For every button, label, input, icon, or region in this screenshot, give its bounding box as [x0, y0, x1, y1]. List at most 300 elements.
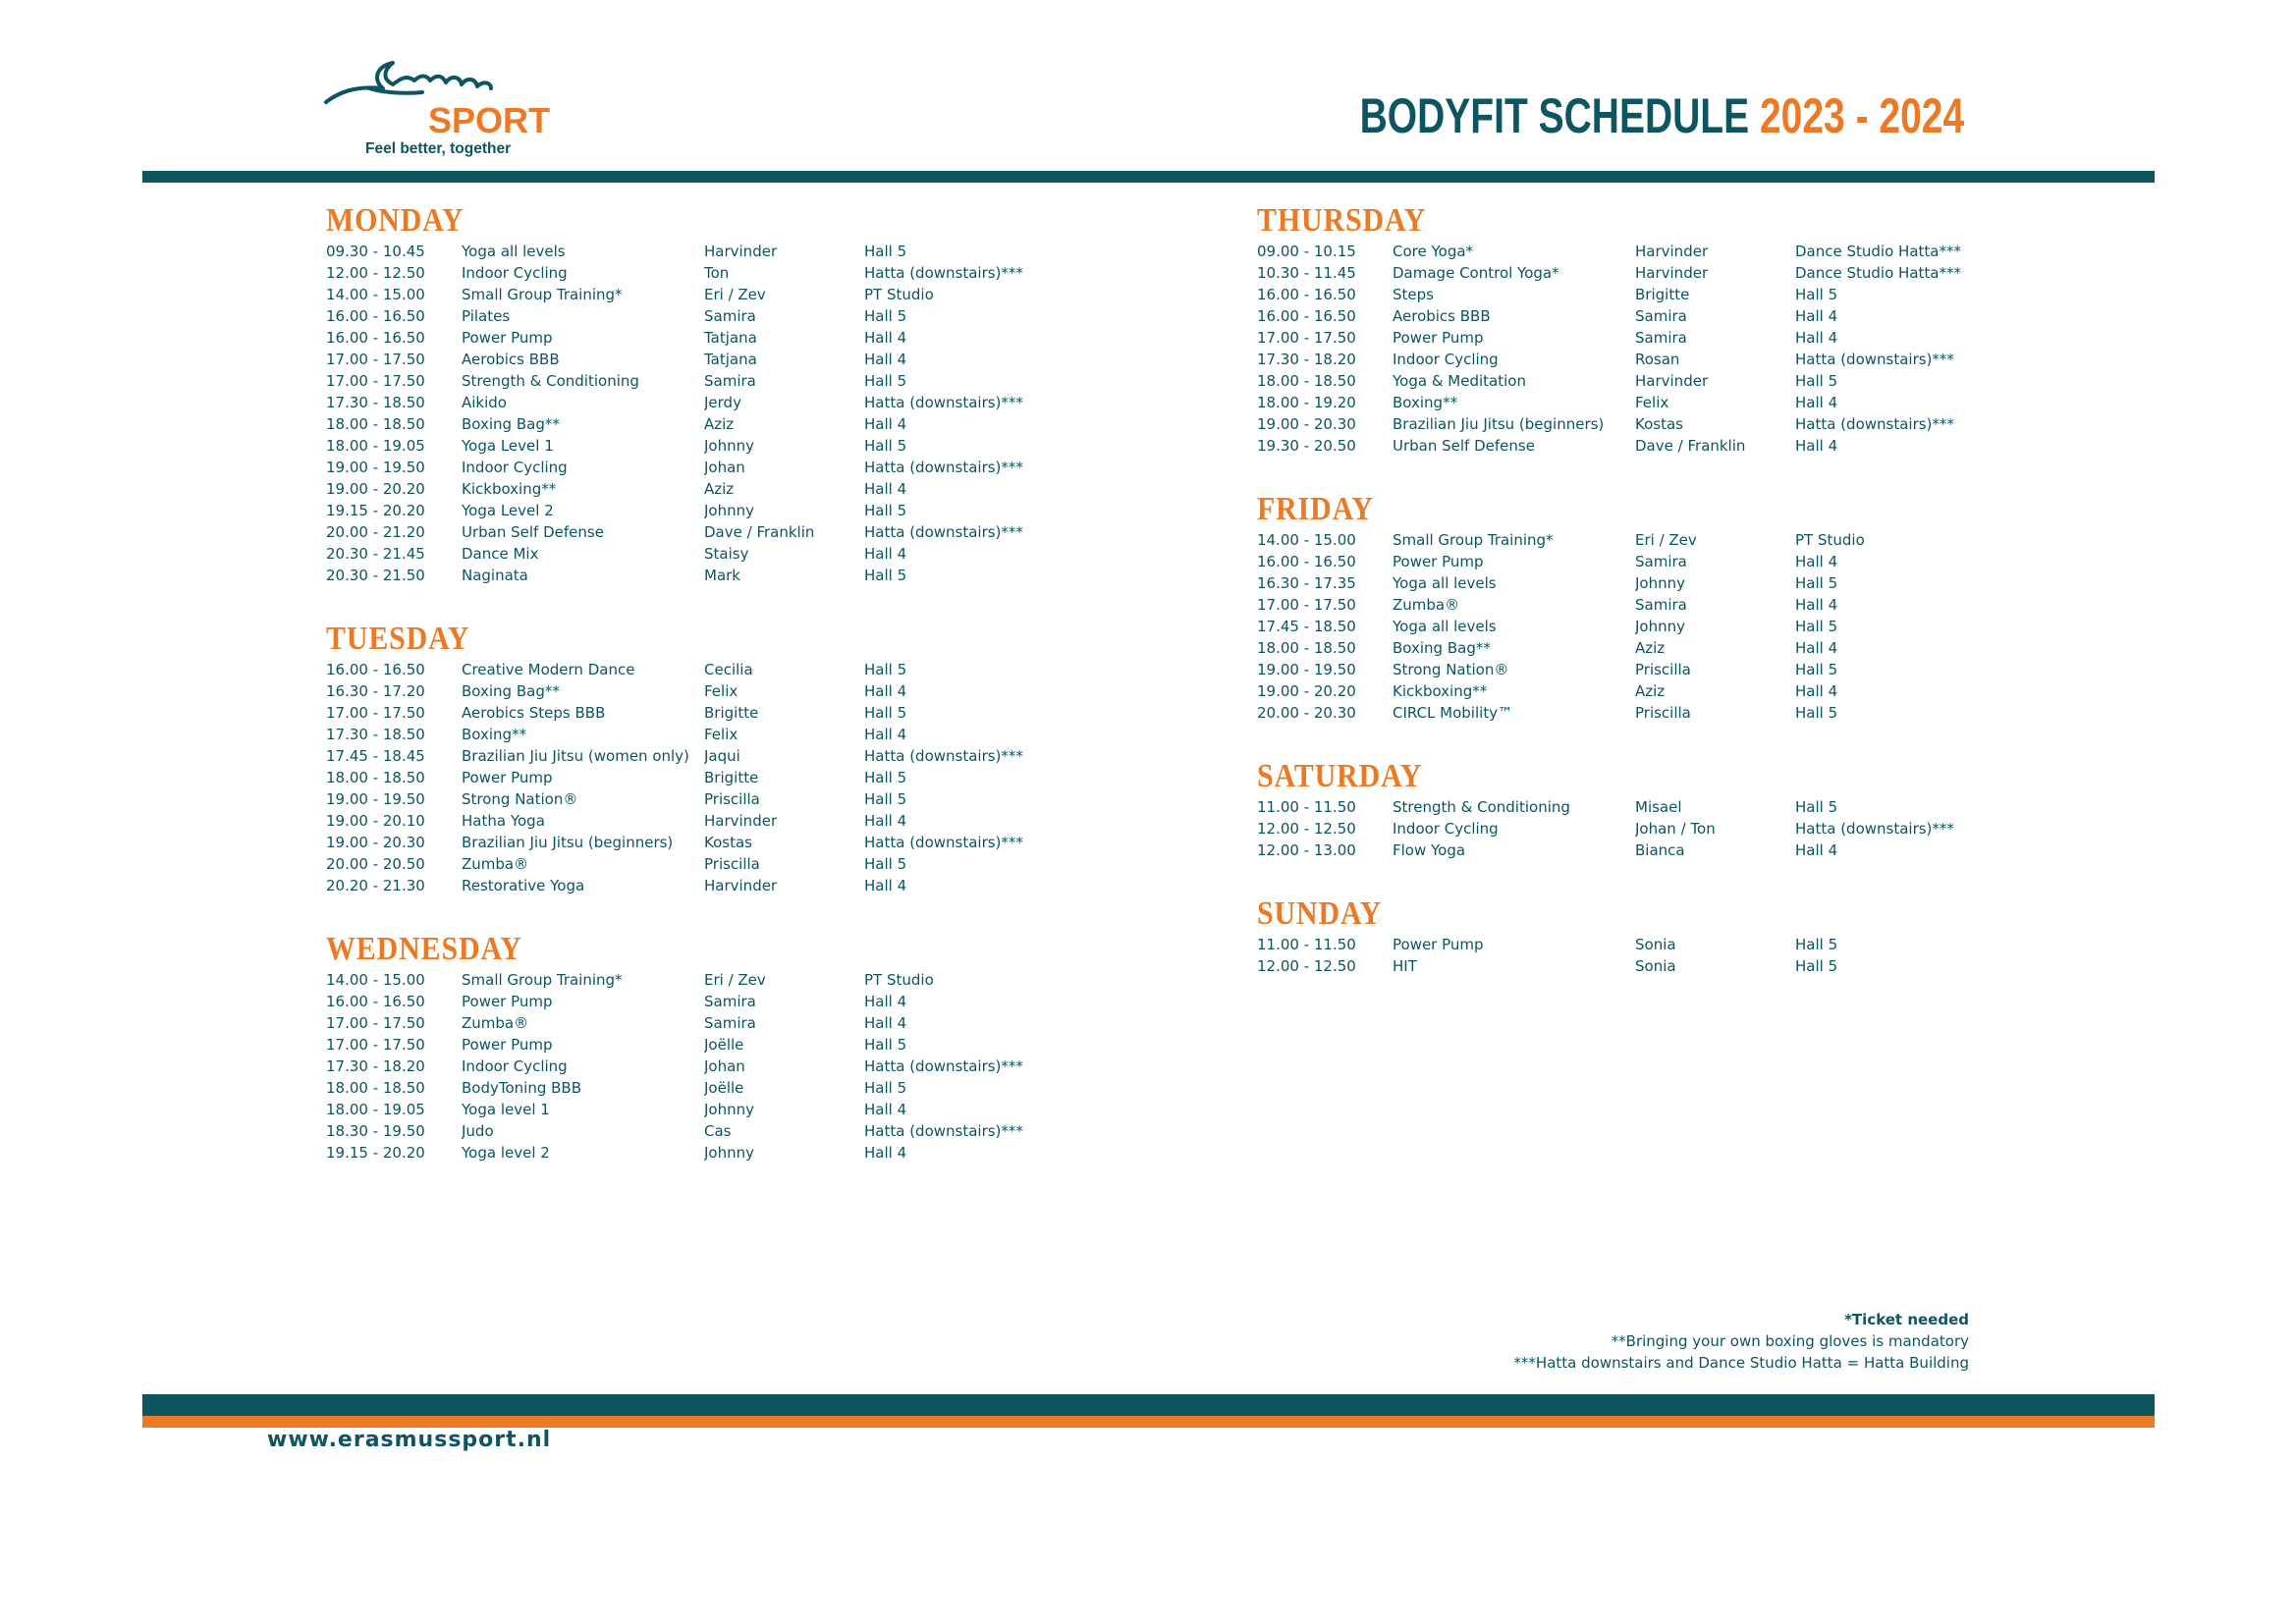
class-teacher: Mark	[704, 567, 740, 584]
class-time: 14.00 - 15.00	[326, 286, 425, 303]
class-teacher: Harvinder	[704, 812, 778, 830]
class-time: 19.00 - 20.30	[1257, 415, 1356, 433]
erasmus-sport-logo	[324, 59, 550, 162]
class-teacher: Brigitte	[704, 769, 759, 786]
class-teacher: Johnny	[704, 502, 754, 519]
class-room: Hall 4	[1795, 437, 1838, 455]
page-title	[1359, 86, 1964, 145]
class-time: 16.00 - 16.50	[326, 329, 425, 347]
class-teacher: Harvinder	[1635, 372, 1709, 390]
class-room: Hall 5	[1795, 936, 1838, 953]
class-room: Hall 5	[1795, 574, 1838, 592]
class-room: Hall 5	[864, 855, 907, 873]
class-room: PT Studio	[864, 286, 934, 303]
class-name: Dance Mix	[462, 545, 539, 563]
class-time: 16.00 - 16.50	[326, 307, 425, 325]
class-teacher: Felix	[1635, 394, 1669, 411]
class-room: Hatta (downstairs)***	[864, 523, 1023, 541]
schedule-row	[326, 991, 1061, 1012]
class-room: Hall 5	[864, 307, 907, 325]
class-name: Yoga level 2	[462, 1144, 550, 1162]
class-teacher: Johnny	[704, 437, 754, 455]
class-teacher: Brigitte	[1635, 286, 1690, 303]
class-room: Hall 4	[864, 726, 907, 743]
class-teacher: Brigitte	[704, 704, 759, 722]
class-time: 19.00 - 20.20	[1257, 682, 1356, 700]
class-name: Boxing**	[1393, 394, 1458, 411]
schedule-row	[1257, 616, 1992, 637]
class-room: Hall 4	[1795, 639, 1838, 657]
schedule-row	[1257, 818, 1992, 839]
class-teacher: Cas	[704, 1122, 732, 1140]
footer-divider-teal	[142, 1394, 2155, 1416]
class-name: Indoor Cycling	[1393, 820, 1499, 838]
class-room: Hall 4	[864, 1014, 907, 1032]
schedule-row	[1257, 934, 1992, 955]
class-time: 19.00 - 20.20	[326, 480, 425, 498]
class-room: Hall 4	[864, 812, 907, 830]
class-time: 16.00 - 16.50	[1257, 307, 1356, 325]
schedule-row	[1257, 572, 1992, 594]
class-name: HIT	[1393, 957, 1417, 975]
class-room: Hatta (downstairs)***	[1795, 415, 1954, 433]
schedule-row	[1257, 702, 1992, 724]
class-room: Hall 5	[1795, 798, 1838, 816]
class-name: Power Pump	[1393, 329, 1484, 347]
schedule-row	[326, 810, 1061, 832]
class-time: 09.30 - 10.45	[326, 243, 425, 260]
schedule-row	[326, 1120, 1061, 1142]
class-room: Hall 5	[1795, 704, 1838, 722]
class-time: 18.00 - 18.50	[326, 1079, 425, 1097]
class-teacher: Sonia	[1635, 957, 1676, 975]
schedule-row	[1257, 594, 1992, 616]
class-time: 20.00 - 20.30	[1257, 704, 1356, 722]
class-time: 12.00 - 12.50	[326, 264, 425, 282]
schedule-row	[326, 305, 1061, 327]
class-teacher: Eri / Zev	[704, 286, 766, 303]
day-block-friday	[1257, 490, 1992, 724]
class-name: Kickboxing**	[1393, 682, 1488, 700]
footer-divider-orange	[142, 1416, 2155, 1428]
class-teacher: Johnny	[1635, 618, 1685, 635]
schedule-row	[1257, 349, 1992, 370]
class-room: Hall 5	[864, 567, 907, 584]
day-heading-friday: FRIDAY	[1257, 491, 1374, 527]
class-name: Naginata	[462, 567, 528, 584]
class-room: Hall 4	[864, 545, 907, 563]
schedule-row	[1257, 284, 1992, 305]
schedule-row	[326, 370, 1061, 392]
class-name: Yoga Level 2	[462, 502, 554, 519]
schedule-rows	[1257, 241, 1992, 457]
schedule-row	[1257, 839, 1992, 861]
class-teacher: Kostas	[1635, 415, 1683, 433]
footnotes	[1513, 1309, 1969, 1374]
class-room: Hall 4	[1795, 553, 1838, 570]
class-time: 10.30 - 11.45	[1257, 264, 1356, 282]
class-name: Damage Control Yoga*	[1393, 264, 1559, 282]
class-room: Hall 5	[1795, 661, 1838, 678]
class-room: Hatta (downstairs)***	[864, 459, 1023, 476]
class-teacher: Samira	[1635, 307, 1687, 325]
schedule-row	[326, 327, 1061, 349]
class-name: Small Group Training*	[1393, 531, 1554, 549]
class-teacher: Jaqui	[704, 747, 740, 765]
schedule-row	[1257, 955, 1992, 977]
class-room: Hall 4	[1795, 307, 1838, 325]
day-heading-wednesday: WEDNESDAY	[326, 931, 522, 967]
class-name: Flow Yoga	[1393, 841, 1466, 859]
schedule-row	[326, 1034, 1061, 1056]
class-room: Dance Studio Hatta***	[1795, 264, 1961, 282]
day-heading-saturday: SATURDAY	[1257, 758, 1423, 794]
schedule-row	[326, 659, 1061, 680]
class-time: 19.15 - 20.20	[326, 1144, 425, 1162]
class-time: 19.30 - 20.50	[1257, 437, 1356, 455]
class-teacher: Johnny	[704, 1144, 754, 1162]
schedule-row	[326, 262, 1061, 284]
schedule-row	[326, 543, 1061, 565]
class-name: Indoor Cycling	[462, 459, 568, 476]
class-name: Zumba®	[462, 855, 529, 873]
class-name: Urban Self Defense	[462, 523, 604, 541]
class-teacher: Aziz	[1635, 682, 1666, 700]
class-room: Hall 4	[1795, 394, 1838, 411]
schedule-row	[326, 875, 1061, 896]
class-name: Kickboxing**	[462, 480, 557, 498]
schedule-row	[1257, 659, 1992, 680]
schedule-row	[1257, 413, 1992, 435]
class-teacher: Aziz	[704, 415, 735, 433]
class-room: Hall 4	[864, 415, 907, 433]
schedule-row	[326, 565, 1061, 586]
class-room: Hall 5	[864, 437, 907, 455]
class-name: Boxing Bag**	[1393, 639, 1491, 657]
class-room: Hall 4	[864, 877, 907, 894]
schedule-row	[326, 680, 1061, 702]
class-teacher: Joëlle	[704, 1079, 744, 1097]
class-name: Boxing Bag**	[462, 682, 560, 700]
class-teacher: Samira	[704, 307, 756, 325]
class-teacher: Dave / Franklin	[704, 523, 815, 541]
schedule-row	[326, 1056, 1061, 1077]
class-room: Hall 5	[864, 704, 907, 722]
class-room: Hall 4	[864, 682, 907, 700]
day-heading-thursday: THURSDAY	[1257, 202, 1427, 239]
schedule-column-left	[326, 201, 1061, 1197]
class-teacher: Dave / Franklin	[1635, 437, 1746, 455]
class-teacher: Aziz	[704, 480, 735, 498]
class-teacher: Felix	[704, 682, 738, 700]
class-name: Yoga level 1	[462, 1101, 550, 1118]
class-name: Judo	[462, 1122, 494, 1140]
class-room: Hall 4	[864, 329, 907, 347]
class-teacher: Felix	[704, 726, 738, 743]
class-time: 16.30 - 17.35	[1257, 574, 1356, 592]
schedule-row	[326, 521, 1061, 543]
class-name: Brazilian Jiu Jitsu (beginners)	[1393, 415, 1605, 433]
class-name: Boxing**	[462, 726, 527, 743]
schedule-row	[326, 349, 1061, 370]
class-time: 19.00 - 20.30	[326, 834, 425, 851]
class-name: Power Pump	[462, 993, 553, 1010]
class-time: 14.00 - 15.00	[1257, 531, 1356, 549]
class-teacher: Johan	[704, 459, 745, 476]
class-time: 18.00 - 19.05	[326, 437, 425, 455]
class-teacher: Johan	[704, 1057, 745, 1075]
class-teacher: Harvinder	[704, 243, 778, 260]
class-name: Yoga Level 1	[462, 437, 554, 455]
class-name: Power Pump	[1393, 936, 1484, 953]
class-teacher: Johan / Ton	[1635, 820, 1716, 838]
class-teacher: Staisy	[704, 545, 749, 563]
class-name: Yoga & Meditation	[1393, 372, 1526, 390]
schedule-row	[326, 1012, 1061, 1034]
class-name: Power Pump	[462, 769, 553, 786]
class-time: 11.00 - 11.50	[1257, 798, 1356, 816]
day-block-wednesday	[326, 930, 1061, 1164]
class-name: Steps	[1393, 286, 1434, 303]
schedule-row	[1257, 241, 1992, 262]
class-time: 16.00 - 16.50	[1257, 553, 1356, 570]
class-time: 17.00 - 17.50	[326, 1036, 425, 1054]
schedule-row	[326, 413, 1061, 435]
class-teacher: Aziz	[1635, 639, 1666, 657]
class-room: Hatta (downstairs)***	[864, 264, 1023, 282]
class-room: Hall 5	[864, 661, 907, 678]
class-name: Brazilian Jiu Jitsu (beginners)	[462, 834, 674, 851]
class-time: 17.45 - 18.50	[1257, 618, 1356, 635]
class-teacher: Joëlle	[704, 1036, 744, 1054]
class-room: Hall 5	[864, 1079, 907, 1097]
schedule-row	[326, 853, 1061, 875]
class-name: Strong Nation®	[1393, 661, 1509, 678]
class-time: 18.00 - 18.50	[1257, 639, 1356, 657]
header-divider	[142, 171, 2155, 183]
class-time: 14.00 - 15.00	[326, 971, 425, 989]
class-name: BodyToning BBB	[462, 1079, 581, 1097]
day-heading-sunday: SUNDAY	[1257, 895, 1383, 932]
class-time: 12.00 - 13.00	[1257, 841, 1356, 859]
class-name: Power Pump	[1393, 553, 1484, 570]
website-link[interactable]: www.erasmussport.nl	[267, 1428, 552, 1452]
class-teacher: Tatjana	[704, 329, 757, 347]
class-name: Brazilian Jiu Jitsu (women only)	[462, 747, 689, 765]
schedule-row	[326, 788, 1061, 810]
class-name: Creative Modern Dance	[462, 661, 635, 678]
class-name: Aerobics Steps BBB	[462, 704, 606, 722]
class-name: Boxing Bag**	[462, 415, 560, 433]
schedule-row	[326, 478, 1061, 500]
schedule-row	[1257, 327, 1992, 349]
class-room: Hatta (downstairs)***	[864, 1122, 1023, 1140]
schedule-row	[326, 1099, 1061, 1120]
class-time: 17.00 - 17.50	[326, 351, 425, 368]
class-time: 17.45 - 18.45	[326, 747, 425, 765]
class-name: Aerobics BBB	[462, 351, 560, 368]
class-room: Hall 4	[1795, 682, 1838, 700]
schedule-row	[1257, 637, 1992, 659]
class-teacher: Samira	[704, 993, 756, 1010]
class-name: Zumba®	[1393, 596, 1460, 614]
class-teacher: Tatjana	[704, 351, 757, 368]
class-time: 16.00 - 16.50	[1257, 286, 1356, 303]
schedule-row	[326, 241, 1061, 262]
schedule-row	[326, 435, 1061, 457]
schedule-rows	[1257, 796, 1992, 861]
class-room: Hall 5	[864, 502, 907, 519]
schedule-row	[326, 767, 1061, 788]
schedule-row	[1257, 796, 1992, 818]
schedule-row	[1257, 435, 1992, 457]
logo-tagline: Feel better, together	[365, 140, 512, 157]
schedule-row	[1257, 370, 1992, 392]
class-name: Yoga all levels	[1393, 574, 1497, 592]
class-time: 17.00 - 17.50	[1257, 596, 1356, 614]
class-teacher: Samira	[1635, 553, 1687, 570]
schedule-row	[326, 745, 1061, 767]
class-time: 20.00 - 21.20	[326, 523, 425, 541]
schedule-column-right	[1257, 201, 1992, 1010]
class-name: Restorative Yoga	[462, 877, 585, 894]
schedule-rows	[326, 659, 1061, 896]
class-name: Aikido	[462, 394, 507, 411]
class-teacher: Misael	[1635, 798, 1682, 816]
class-teacher: Samira	[1635, 329, 1687, 347]
note-gloves: **Bringing your own boxing gloves is mandatory	[1611, 1332, 1969, 1350]
class-teacher: Jerdy	[704, 394, 741, 411]
class-time: 12.00 - 12.50	[1257, 957, 1356, 975]
schedule-row	[326, 457, 1061, 478]
class-name: Strength & Conditioning	[1393, 798, 1570, 816]
note-ticket: *Ticket needed	[1844, 1311, 1969, 1328]
class-name: Small Group Training*	[462, 971, 623, 989]
class-teacher: Samira	[1635, 596, 1687, 614]
class-time: 19.15 - 20.20	[326, 502, 425, 519]
class-room: Hall 5	[864, 790, 907, 808]
class-room: Hall 5	[1795, 372, 1838, 390]
class-room: Hatta (downstairs)***	[864, 394, 1023, 411]
schedule-row	[326, 392, 1061, 413]
class-name: Yoga all levels	[462, 243, 566, 260]
class-name: Core Yoga*	[1393, 243, 1474, 260]
class-time: 18.30 - 19.50	[326, 1122, 425, 1140]
class-teacher: Priscilla	[1635, 661, 1691, 678]
class-time: 16.00 - 16.50	[326, 993, 425, 1010]
logo-sport-text: SPORT	[428, 100, 551, 140]
class-time: 17.30 - 18.20	[326, 1057, 425, 1075]
page-title-year: 2023 - 2024	[1759, 88, 1964, 143]
class-room: Hall 5	[1795, 286, 1838, 303]
schedule-row	[326, 500, 1061, 521]
day-heading-monday: MONDAY	[326, 202, 465, 239]
class-time: 18.00 - 19.20	[1257, 394, 1356, 411]
class-time: 18.00 - 18.50	[326, 415, 425, 433]
class-room: Hall 5	[1795, 618, 1838, 635]
class-time: 11.00 - 11.50	[1257, 936, 1356, 953]
class-room: Hall 5	[1795, 957, 1838, 975]
class-time: 17.00 - 17.50	[326, 372, 425, 390]
day-block-sunday	[1257, 894, 1992, 977]
class-time: 20.30 - 21.50	[326, 567, 425, 584]
class-room: Hall 4	[864, 351, 907, 368]
schedule-row	[326, 832, 1061, 853]
class-time: 09.00 - 10.15	[1257, 243, 1356, 260]
class-room: Hall 4	[864, 993, 907, 1010]
class-teacher: Rosan	[1635, 351, 1680, 368]
class-teacher: Johnny	[704, 1101, 754, 1118]
class-name: Pilates	[462, 307, 511, 325]
class-time: 17.00 - 17.50	[326, 704, 425, 722]
schedule-row	[326, 1142, 1061, 1164]
class-time: 19.00 - 19.50	[1257, 661, 1356, 678]
schedule-row	[326, 724, 1061, 745]
class-time: 16.30 - 17.20	[326, 682, 425, 700]
class-time: 17.30 - 18.20	[1257, 351, 1356, 368]
class-room: Hall 4	[864, 1101, 907, 1118]
class-teacher: Kostas	[704, 834, 752, 851]
class-time: 20.20 - 21.30	[326, 877, 425, 894]
day-block-tuesday	[326, 620, 1061, 896]
class-room: Hatta (downstairs)***	[1795, 820, 1954, 838]
class-time: 18.00 - 19.05	[326, 1101, 425, 1118]
class-teacher: Bianca	[1635, 841, 1685, 859]
class-name: Hatha Yoga	[462, 812, 545, 830]
class-teacher: Harvinder	[1635, 264, 1709, 282]
schedule-row	[1257, 305, 1992, 327]
class-teacher: Harvinder	[1635, 243, 1709, 260]
class-teacher: Sonia	[1635, 936, 1676, 953]
class-name: Indoor Cycling	[462, 264, 568, 282]
class-teacher: Cecilia	[704, 661, 753, 678]
day-block-saturday	[1257, 757, 1992, 861]
note-hatta: ***Hatta downstairs and Dance Studio Hatta = Hatta Building	[1513, 1354, 1969, 1372]
class-room: Hall 4	[1795, 841, 1838, 859]
class-time: 16.00 - 16.50	[326, 661, 425, 678]
class-name: Strength & Conditioning	[462, 372, 639, 390]
class-teacher: Priscilla	[704, 790, 760, 808]
class-time: 18.00 - 18.50	[326, 769, 425, 786]
schedule-rows	[326, 969, 1061, 1164]
class-time: 17.30 - 18.50	[326, 394, 425, 411]
class-time: 12.00 - 12.50	[1257, 820, 1356, 838]
class-room: Hatta (downstairs)***	[1795, 351, 1954, 368]
class-room: Hall 5	[864, 372, 907, 390]
class-room: Dance Studio Hatta***	[1795, 243, 1961, 260]
schedule-rows	[326, 241, 1061, 586]
schedule-rows	[1257, 529, 1992, 724]
class-teacher: Ton	[704, 264, 730, 282]
class-teacher: Samira	[704, 1014, 756, 1032]
schedule-row	[1257, 551, 1992, 572]
class-time: 17.00 - 17.50	[1257, 329, 1356, 347]
class-name: Indoor Cycling	[462, 1057, 568, 1075]
class-teacher: Eri / Zev	[704, 971, 766, 989]
class-teacher: Eri / Zev	[1635, 531, 1697, 549]
schedule-row	[326, 284, 1061, 305]
schedule-row	[1257, 262, 1992, 284]
class-time: 20.00 - 20.50	[326, 855, 425, 873]
class-teacher: Samira	[704, 372, 756, 390]
class-time: 19.00 - 19.50	[326, 790, 425, 808]
class-name: Indoor Cycling	[1393, 351, 1499, 368]
class-name: Small Group Training*	[462, 286, 623, 303]
class-room: Hall 4	[864, 480, 907, 498]
class-name: Urban Self Defense	[1393, 437, 1535, 455]
page-title-main: BODYFIT SCHEDULE	[1359, 88, 1749, 143]
class-teacher: Priscilla	[1635, 704, 1691, 722]
